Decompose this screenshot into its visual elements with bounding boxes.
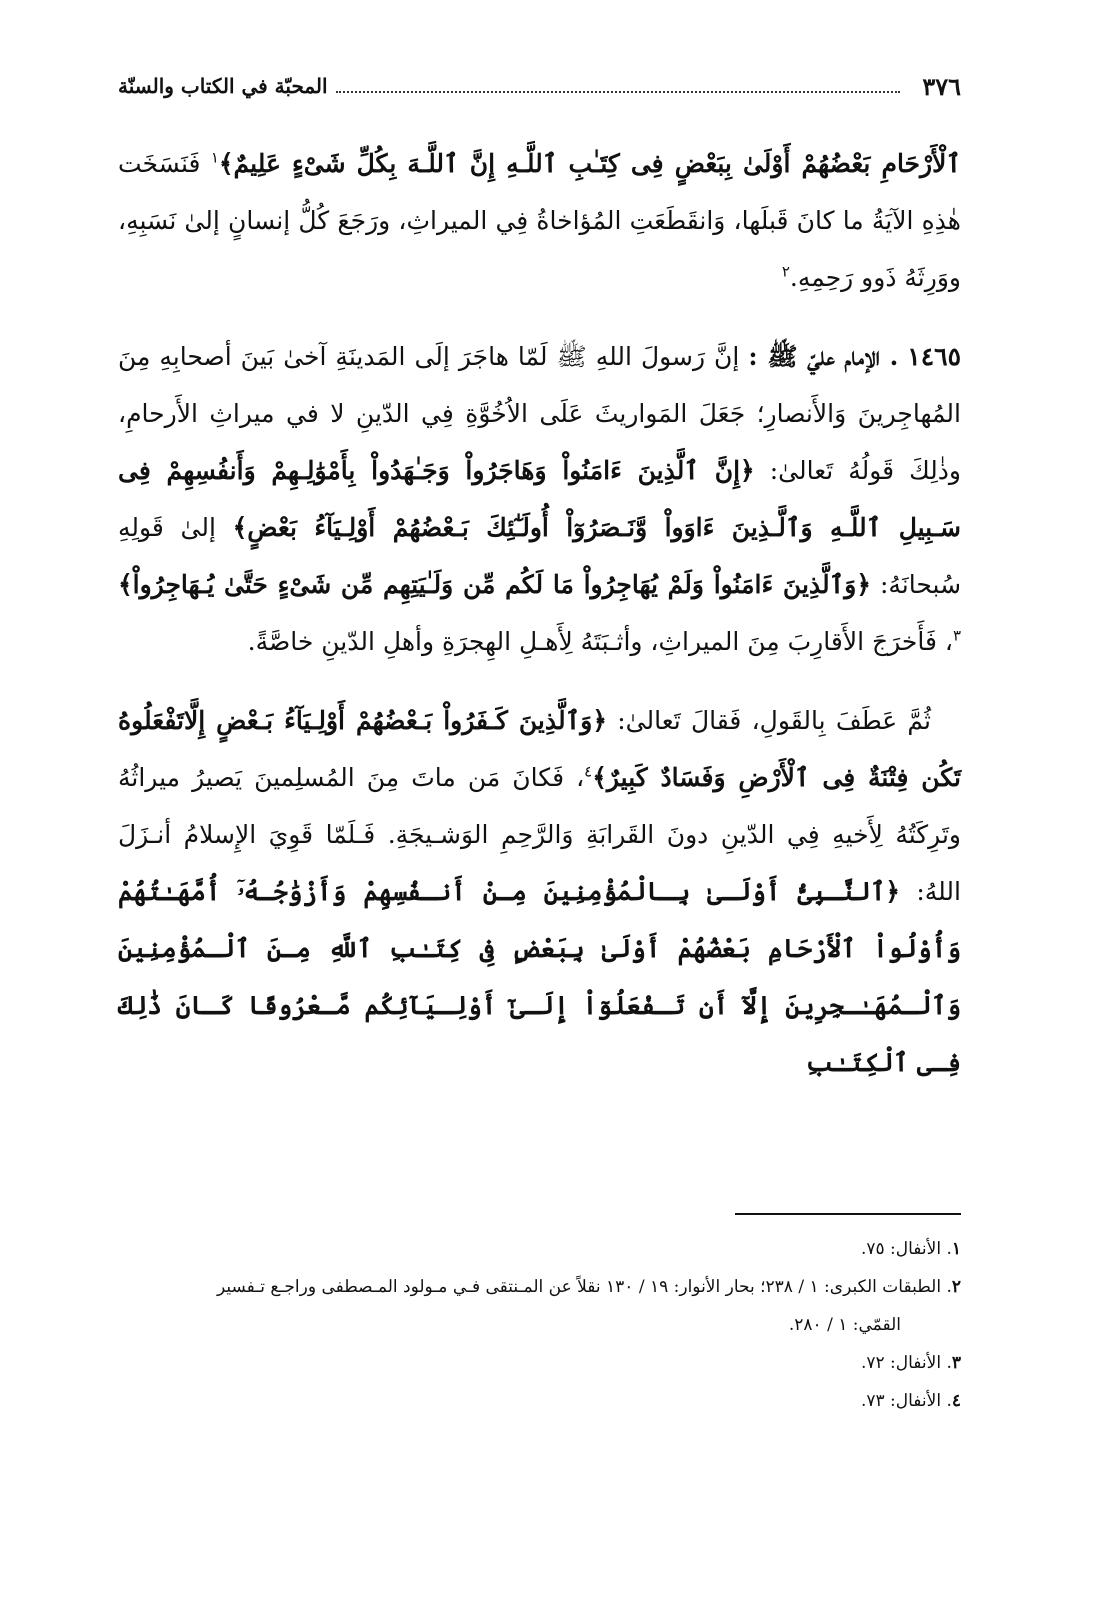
quran-verse: ﴿وَٱلَّذِينَ كَـفَرُواْ بَـعْضُهُمْ أَوْلِـيَآءُ بَـعْضٍ إِلَّاتَفْعَلُوهُ تَكُن فِتْنَةٌ فِى ٱلْأَرْضِ وَفَسَادٌ كَبِيرٌ﴾ [118,706,961,792]
hadith-paragraph [118,328,961,670]
footnote-number: ٢ [951,1277,961,1297]
footnote [118,1268,961,1306]
quran-verse: ﴿وَٱلَّذِينَ ءَامَنُواْ وَلَمْ يُهَاجِرُواْ مَا لَكُم مِّن وَلَـٰيَتِهِم مِّن شَىْءٍ حَتَّىٰ يُـهَاجِرُواْ﴾ [118,570,872,599]
second-paragraph [118,692,961,1091]
footnote-ref: ١ [210,148,219,167]
paragraph-text: ، فَكانَ مَن ماتَ مِنَ المُسلِمينَ يَصيرُ ميراثُهُ وتَرِكَتُهُ لِأَخيهِ فِي الدّينِ دونَ القَرابَةِ وَالرَّحِمِ الوَشـيجَةِ. فَـلَمّا قَوِيَ الإِسلامُ أنـزَلَ اللهُ: [118,763,961,906]
footnote-number: ٤ [951,1391,961,1411]
main-text [118,135,961,1113]
paragraph-text: ثُمَّ عَطَفَ بِالقَولِ، فَقالَ تَعالىٰ: [617,706,931,735]
footnote [118,1382,961,1420]
running-header [118,66,961,106]
hadith-text: إلىٰ قَولِهِ سُبحانَهُ: [118,513,962,599]
quran-verse: ٱلْأَرْحَامِ بَعْضُهُمْ أَوْلَىٰ بِبَعْضٍ فِى كِتَـٰبِ ٱللَّـهِ إِنَّ ٱللَّـهَ بِكُلِّ شَىْءٍ عَلِيمٌ﴾ [218,149,961,178]
footnotes [118,1230,961,1420]
paragraph-text: فَنَسَخَت هٰذِهِ الآيَةُ ما كانَ قَبلَها، وَانقَطَعَتِ المُؤاخاةُ فِي الميراثِ، ورَجَعَ كُلُّ إنسانٍ إلىٰ نَسَبِهِ، ووَرِثَهُ ذَوو رَحِمِهِ. [118,149,961,292]
header-dotted-leader [336,91,901,93]
footnote-ref: ٤ [584,762,593,781]
footnote-ref: ٢ [781,262,790,281]
footnote-continuation: القمّي: ١ / ٢٨٠. [788,1315,901,1335]
footnote-text: . الأنفال: ٧٣. [860,1391,952,1411]
footnote-number: ٣ [951,1353,961,1373]
footnote-text: . الطبقات الكبرى: ١ / ٢٣٨؛ بحار الأنوار: ١٩ / ١٣٠ نقلاً عن المـنتقى فـي مـولود المـصطفى وراجـع تـفسير [216,1277,952,1297]
footnote [118,1344,961,1382]
footnote [118,1230,961,1268]
page-number: ٣٧٦ [922,71,961,101]
hadith-narrator: . الإمام عليّ ﷺ : [748,342,899,371]
continuation-paragraph [118,135,961,306]
footnote-text: . الأنفال: ٧٥. [860,1239,952,1259]
running-title: المحبّة في الكتاب والسنّة [118,74,328,98]
hadith-text: ، فَأَخرَجَ الأَقارِبَ مِنَ الميراثِ، وأثـبَتَهُ لِأَهـلِ الهِجرَةِ وأهلِ الدّينِ خاصَّةً. [247,627,953,656]
hadith-text: إنَّ رَسولَ اللهِ ﷺ لَمّا هاجَرَ إلَى المَدينَةِ آخىٰ بَينَ أصحابِهِ مِنَ المُهاجِرينَ وَالأَنصارِ؛ جَعَلَ المَواريثَ عَلَى الاُخُوَّةِ فِي الدّينِ لا في ميراثِ الأَرحامِ، وذٰلِكَ قَولُهُ تَعالىٰ: [118,342,962,485]
footnote-number: ١ [951,1239,961,1259]
footnote-divider [735,1213,961,1215]
quran-verse: ﴿ٱلنَّـبِىُّ أَوْلَـىٰ بِـالْمُؤْمِنِينَ مِـنْ أَنـفُسِهِمْ وَأَزْوَٰجُـهُۥٓ أُمَّهَـٰتُهُمْ وَأُوْلُواْ ٱلْأَرْحَامِ بَعْضُهُمْ أَوْلَىٰ بِبَعْضٍ فِى كِتَـٰبِ ٱللَّهِ مِـنَ ٱلْـمُؤْمِنِينَ وَٱلْـمُهَـٰـجِرِينَ إِلَّآ أَن تَـفْعَلُوٓاْ إِلَـىٰٓ أَوْلِـيَآئِكُم مَّـعْرُوفًا كَـانَ ذَٰلِكَ فِـى ٱلْكِتَـٰبِ [118,877,961,1077]
footnote-ref: ٣ [952,626,961,645]
footnote-text: . الأنفال: ٧٢. [860,1353,952,1373]
quran-verse: ﴿إِنَّ ٱلَّذِينَ ءَامَنُواْ وَهَاجَرُواْ وَجَـٰهَدُواْ بِأَمْوَٰلِـهِمْ وَأَنفُسِهِمْ فِى سَـبِيلِ ٱللَّـهِ وَٱلَّـذِينَ ءَاوَواْ وَّنَـصَرُوٓاْ أُولَـٰٓئِكَ بَـعْضُهُمْ أَوْلِـيَآءُ بَعْضٍ﴾ [118,456,962,542]
hadith-number: ١٤٦٥ [907,342,962,371]
